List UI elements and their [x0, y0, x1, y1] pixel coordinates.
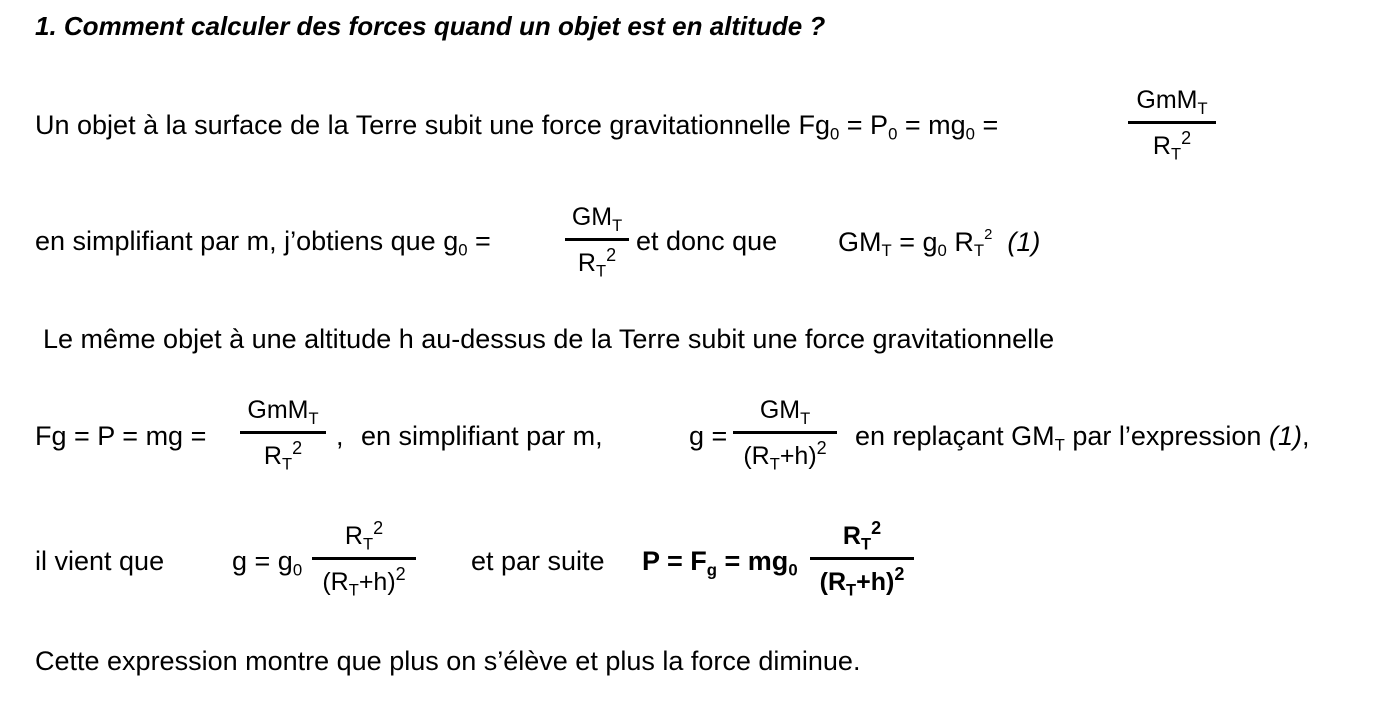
fraction-final-bold: [810, 519, 914, 599]
g-equals-g0: $g = g_0$: [232, 546, 303, 580]
and-so-text: et donc que: [636, 226, 778, 256]
fraction-gmmt-over-rt2: [240, 398, 326, 473]
fraction-denominator: $(R_T+h)^2$: [819, 564, 905, 600]
fraction-numerator: $GM_T$: [571, 203, 623, 235]
fraction-denominator: $R_T^2$: [1152, 128, 1192, 164]
fraction-gmmt-over-rt2: [1128, 88, 1216, 163]
fraction-numerator: GmM$_T$: [1136, 86, 1208, 118]
force-lhs: Fg = P = mg =: [35, 421, 207, 451]
surface-force-text: Un objet à la surface de la Terre subit une force gravitationnelle Fg: [35, 110, 830, 140]
g-equals: g =: [689, 421, 728, 451]
equation-ref: (1): [1007, 226, 1041, 257]
fraction-rt2-over-rt-plus-h-squared: [312, 519, 416, 599]
final-formula-lhs: $P = F_g = mg_0$: [642, 546, 798, 580]
subscript-zero: 0: [965, 124, 975, 144]
fraction-denominator: $(R_T+h)^2$: [743, 438, 827, 474]
it-follows-text: il vient que: [35, 546, 165, 576]
surface-force-line: [35, 112, 998, 143]
equals-mg: = mg: [897, 110, 966, 140]
fraction-numerator: $R_T^2$: [842, 518, 882, 554]
conclusion-text: Cette expression montre que plus on s’élève et plus la force diminue.: [35, 646, 861, 676]
section-heading: 1. Comment calculer des forces quand un objet est en altitude ?: [35, 11, 826, 41]
equals-sign: =: [974, 110, 999, 140]
relation-one: $GM_T = g_0$ $R_T^2$ (1): [838, 226, 1041, 261]
fraction-gmt-over-rt2: [565, 205, 629, 280]
and-then-text: et par suite: [471, 546, 605, 576]
fraction-numerator: GmM$_T$: [247, 396, 319, 428]
fraction-gmt-over-rt-plus-h-squared: [733, 398, 837, 473]
fraction-denominator: $R_T^2$: [263, 438, 303, 474]
comma: ,: [336, 421, 344, 451]
subscript-zero: 0: [829, 124, 840, 144]
equals-weight: = P: [839, 110, 889, 140]
subscript-zero: 0: [458, 240, 468, 260]
replacing-text: en replaçant $GM_T$ par l’expression (1),: [855, 421, 1310, 455]
simplify-text: en simplifiant par m, j’obtiens que g: [35, 226, 459, 256]
fraction-numerator: $GM_T$: [759, 396, 811, 428]
simplify-by-m: en simplifiant par m,: [361, 421, 603, 451]
simplify-line: [35, 228, 491, 259]
equation-ref: (1): [1268, 421, 1302, 451]
equals-sign: =: [467, 226, 491, 256]
subscript-zero: 0: [888, 124, 898, 144]
fraction-numerator: $R_T^2$: [344, 518, 384, 554]
fraction-denominator: $R_T^2$: [577, 245, 617, 281]
fraction-denominator: $(R_T+h)^2$: [322, 564, 406, 600]
altitude-line: Le même objet à une altitude h au-dessus de la Terre subit une force gravitationnelle: [43, 324, 1055, 354]
